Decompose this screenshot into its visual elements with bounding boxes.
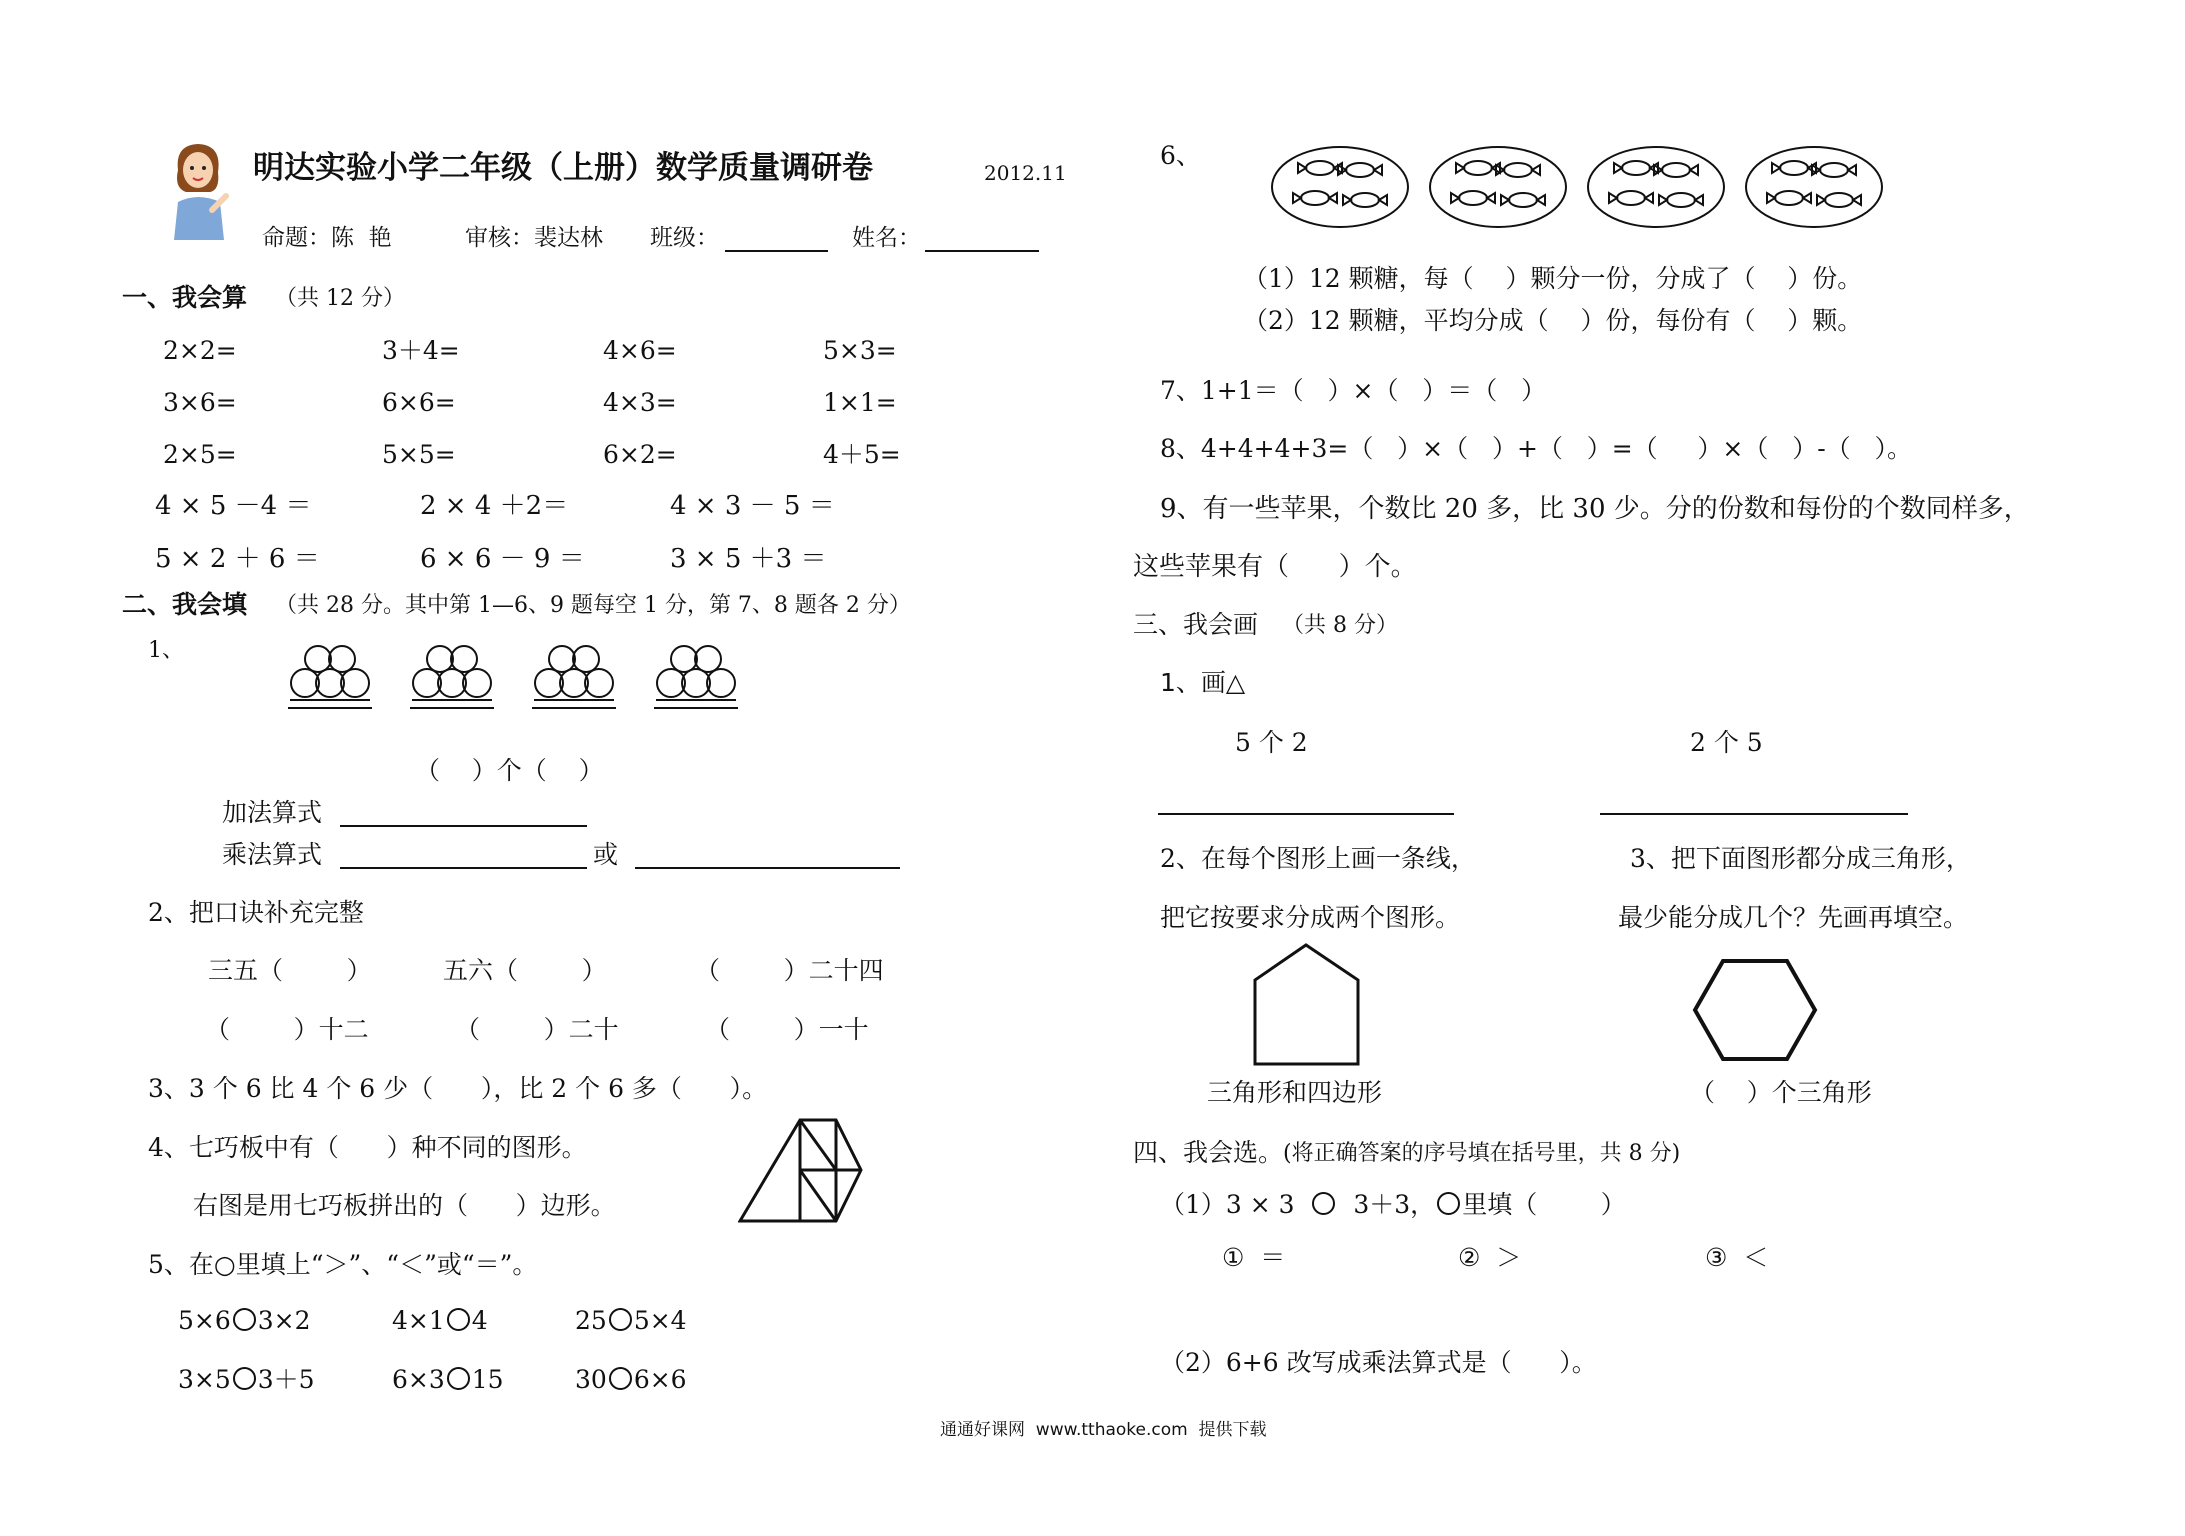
- mixed-calc-item: 6 × 6 － 9 ＝: [420, 544, 585, 574]
- q7-text: 7、1+1＝（ ）×（ ）＝（ ）: [1160, 376, 1547, 405]
- compare-item[interactable]: 3×5 3＋5: [178, 1365, 315, 1394]
- calc-item: 2×2=: [163, 336, 237, 365]
- calc-item: 4×3=: [603, 388, 677, 417]
- calc-item: 6×2=: [603, 440, 677, 469]
- draw-line-left[interactable]: [1158, 813, 1454, 815]
- calc-item: 4×6=: [603, 336, 677, 365]
- verse-item[interactable]: （ ）二十四: [695, 956, 884, 985]
- verse-item[interactable]: （ ）十二: [205, 1015, 369, 1044]
- q9-text-b: 这些苹果有（ ）个。: [1133, 552, 1417, 582]
- or-label: 或: [593, 840, 619, 869]
- teacher-illustration: [160, 140, 235, 240]
- compare-circle[interactable]: [447, 1367, 470, 1390]
- compare-item[interactable]: 5×6 3×2: [178, 1306, 311, 1335]
- multiplication-label: 乘法算式: [222, 840, 323, 869]
- option-1[interactable]: ① ＝: [1222, 1243, 1286, 1272]
- compare-item[interactable]: 4×1 4: [392, 1306, 488, 1335]
- calc-item: 3×6=: [163, 388, 237, 417]
- section1-title: 一、我会算: [122, 283, 248, 312]
- q4-text-b: 右图是用七巧板拼出的（ ）边形。: [193, 1191, 616, 1220]
- verse-item[interactable]: 三五（ ）: [208, 956, 372, 985]
- multiplication-answer-line-2[interactable]: [635, 867, 900, 869]
- mixed-calc-item: 4 × 5 －4 ＝: [155, 491, 312, 521]
- q1-number: 1、: [148, 638, 184, 663]
- hexagon-shape[interactable]: [1690, 958, 1820, 1063]
- verse-item[interactable]: （ ）一十: [705, 1015, 869, 1044]
- pentagon-shape[interactable]: [1250, 942, 1365, 1067]
- s3-q2-caption: 三角形和四边形: [1207, 1078, 1383, 1107]
- section4-title: 四、我会选。: [1133, 1138, 1284, 1167]
- mixed-calc-item: 2 × 4 ＋2＝: [420, 491, 569, 521]
- calc-item: 2×5=: [163, 440, 237, 469]
- name-field[interactable]: [925, 250, 1039, 252]
- s3-q3-text-a: 3、把下面图形都分成三角形，: [1630, 844, 1971, 873]
- s3-q1-right: 2 个 5: [1690, 728, 1763, 757]
- option-3[interactable]: ③ ＜: [1705, 1243, 1769, 1272]
- reviewer-label: 审核：裴达林: [465, 225, 603, 251]
- section4-score: (将正确答案的序号填在括号里，共 8 分): [1283, 1141, 1681, 1166]
- footer-text: 通通好课网 www.tthaoke.com 提供下载: [940, 1420, 1267, 1440]
- mixed-calc-item: 5 × 2 ＋ 6 ＝: [155, 544, 320, 574]
- section3-score: （共 8 分）: [1282, 613, 1398, 638]
- q3-text: 3、3 个 6 比 4 个 6 少（ ），比 2 个 6 多（ ）。: [148, 1074, 768, 1103]
- s3-q3-text-b: 最少能分成几个？先画再填空。: [1618, 903, 1969, 932]
- compare-item[interactable]: 30 6×6: [575, 1365, 687, 1394]
- compare-item[interactable]: 6×3 15: [392, 1365, 504, 1394]
- q8-text: 8、4+4+4+3=（ ）×（ ）+（ ）=（ ）×（ ）-（ ）。: [1160, 434, 1912, 463]
- option-2[interactable]: ② ＞: [1458, 1243, 1522, 1272]
- candy-plates-image: [1270, 140, 1900, 235]
- verse-item[interactable]: （ ）二十: [455, 1015, 619, 1044]
- verse-item[interactable]: 五六（ ）: [443, 956, 607, 985]
- calc-item: 1×1=: [823, 388, 897, 417]
- multiplication-answer-line[interactable]: [340, 867, 587, 869]
- draw-line-right[interactable]: [1600, 813, 1908, 815]
- compare-circle[interactable]: [233, 1308, 256, 1331]
- s3-q1-title: 1、画△: [1160, 668, 1246, 697]
- addition-answer-line[interactable]: [340, 825, 587, 827]
- compare-circle[interactable]: [447, 1308, 470, 1331]
- calc-item: 4＋5=: [823, 440, 901, 469]
- compare-item[interactable]: 25 5×4: [575, 1306, 687, 1335]
- q6-number: 6、: [1160, 141, 1201, 170]
- q6-part2: （2）12 颗糖，平均分成（ ）份，每份有（ ）颗。: [1243, 306, 1863, 335]
- compare-circle[interactable]: [609, 1367, 632, 1390]
- apple-baskets-image: [285, 640, 765, 715]
- author-label: 命题：陈 艳: [262, 225, 392, 251]
- compare-circle[interactable]: [1312, 1192, 1335, 1215]
- name-label: 姓名：: [852, 225, 921, 251]
- section2-score: （共 28 分。其中第 1—6、9 题每空 1 分，第 7、8 题各 2 分）: [275, 593, 911, 618]
- s3-q2-text-b: 把它按要求分成两个图形。: [1160, 903, 1461, 932]
- q6-part1: （1）12 颗糖，每（ ）颗分一份，分成了（ ）份。: [1243, 264, 1863, 293]
- s4-q2: （2）6+6 改写成乘法算式是（ ）。: [1160, 1348, 1597, 1377]
- calc-item: 5×5=: [382, 440, 456, 469]
- tangram-figure: [738, 1118, 863, 1223]
- compare-circle[interactable]: [233, 1367, 256, 1390]
- compare-circle[interactable]: [609, 1308, 632, 1331]
- mixed-calc-item: 4 × 3 － 5 ＝: [670, 491, 835, 521]
- q2-title: 2、把口诀补充完整: [148, 898, 364, 927]
- calc-item: 5×3=: [823, 336, 897, 365]
- s3-q2-text-a: 2、在每个图形上画一条线，: [1160, 844, 1476, 873]
- s3-q3-caption[interactable]: （ ）个三角形: [1690, 1078, 1872, 1107]
- calc-item: 3＋4=: [382, 336, 460, 365]
- q1-blank[interactable]: （ ）个（ ）: [415, 756, 604, 785]
- compare-circle: [1437, 1192, 1460, 1215]
- s4-q1: （1）3 × 3 3＋3， 里填（ ）: [1160, 1190, 1626, 1219]
- exam-date: 2012.11: [984, 161, 1067, 185]
- class-label: 班级：: [650, 225, 719, 251]
- section2-title: 二、我会填: [122, 590, 248, 619]
- q5-text: 5、在○里填上“＞”、“＜”或“＝”。: [148, 1250, 538, 1279]
- q9-text-a: 9、有一些苹果，个数比 20 多，比 30 少。分的份数和每份的个数同样多，: [1160, 494, 2030, 524]
- class-field[interactable]: [725, 250, 828, 252]
- section1-score: （共 12 分）: [275, 286, 405, 311]
- s3-q1-left: 5 个 2: [1235, 728, 1308, 757]
- q4-text-a: 4、七巧板中有（ ）种不同的图形。: [148, 1133, 587, 1162]
- exam-title: 明达实验小学二年级（上册）数学质量调研卷: [253, 150, 873, 186]
- section3-title: 三、我会画: [1133, 610, 1259, 639]
- addition-label: 加法算式: [222, 798, 323, 827]
- mixed-calc-item: 3 × 5 ＋3 ＝: [670, 544, 827, 574]
- calc-item: 6×6=: [382, 388, 456, 417]
